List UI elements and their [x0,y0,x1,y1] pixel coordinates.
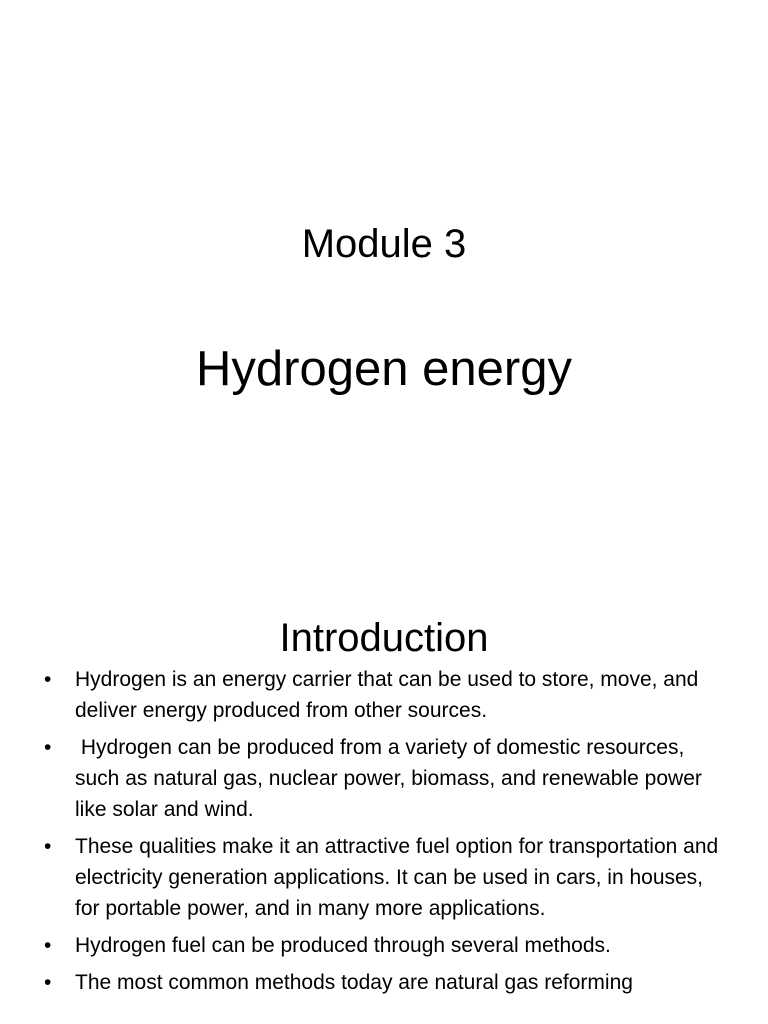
list-item [0,930,768,961]
bullet-icon: • [44,668,52,691]
list-item [0,664,768,726]
list-item-text: These qualities make it an attractive fuel option for transportation and electricity generation applications. It can be used in cars, in houses, for portable power, and in many more applications. [75,835,719,920]
list-item-text: The most common methods today are natural gas reforming [75,971,633,994]
bullet-icon: • [44,736,52,759]
list-item-text: Hydrogen can be produced from a variety of domestic resources, such as natural gas, nuclear power, biomass, and renewable power like solar and wind. [75,736,708,821]
section-heading: Introduction [279,616,489,660]
bullet-icon: • [44,934,52,957]
bullet-icon: • [44,835,52,858]
list-item [0,831,768,924]
list-item-text: Hydrogen is an energy carrier that can be used to store, move, and deliver energy produced from other sources. [75,668,699,722]
page-title: Hydrogen energy [196,342,572,396]
list-item [0,967,768,998]
bullet-icon: • [44,971,52,994]
module-subtitle: Module 3 [301,222,467,266]
bullet-list [0,664,768,1004]
list-item [0,732,768,825]
list-item-text: Hydrogen fuel can be produced through several methods. [75,934,611,957]
